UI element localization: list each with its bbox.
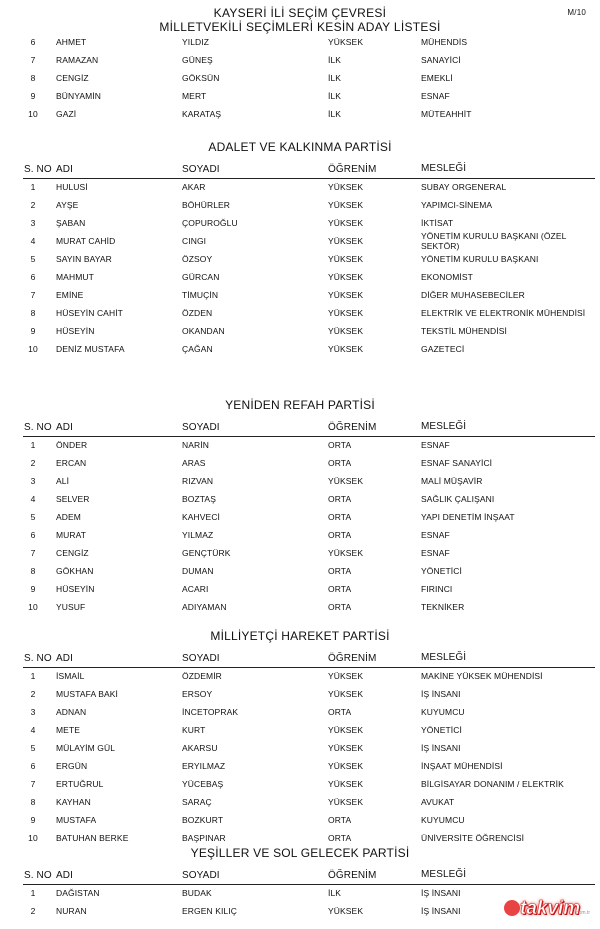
candidate-profession: ESNAF	[421, 530, 450, 540]
table-row	[0, 34, 600, 52]
row-number: 2	[30, 200, 36, 210]
candidate-name: ADNAN	[56, 707, 87, 717]
candidate-surname: MERT	[182, 91, 207, 101]
document-title-line-2: MİLLETVEKİLİ SEÇİMLERİ KESİN ADAY LİSTESİ	[159, 20, 441, 34]
candidate-profession: İŞ İNSANI	[421, 743, 461, 753]
candidate-education: ORTA	[328, 707, 352, 717]
candidate-name: HULUSİ	[56, 182, 88, 192]
row-number: 6	[30, 530, 36, 540]
candidate-education: YÜKSEK	[328, 548, 364, 558]
column-header-profession: MESLEĞİ	[421, 163, 467, 174]
row-number: 6	[30, 761, 36, 771]
candidate-name: ERCAN	[56, 458, 87, 468]
candidate-surname: ÖZSOY	[182, 254, 213, 264]
candidate-name: MURAT CAHİD	[56, 236, 116, 246]
candidate-surname: KAHVECİ	[182, 512, 221, 522]
row-number: 8	[30, 566, 36, 576]
candidate-education: YÜKSEK	[328, 308, 364, 318]
column-header-no: S. NO	[24, 422, 52, 433]
table-row	[0, 812, 600, 830]
table-row	[0, 491, 600, 509]
column-header-profession: MESLEĞİ	[421, 652, 467, 663]
column-header-name: ADI	[56, 653, 73, 664]
candidate-name: HÜSEYİN	[56, 584, 95, 594]
row-number: 4	[30, 494, 36, 504]
table-row	[0, 305, 600, 323]
table-row	[0, 599, 600, 617]
table-row	[0, 233, 600, 251]
table-row	[0, 179, 600, 197]
candidate-education: YÜKSEK	[328, 743, 364, 753]
candidate-surname: BÖHÜRLER	[182, 200, 231, 210]
row-number: 1	[30, 182, 36, 192]
candidate-profession: FIRINCI	[421, 584, 453, 594]
candidate-surname: ÇOPUROĞLU	[182, 218, 238, 228]
candidate-profession: MÜHENDİS	[421, 37, 468, 47]
candidate-surname: RIZVAN	[182, 476, 214, 486]
table-row	[0, 251, 600, 269]
table-row	[0, 455, 600, 473]
row-number: 3	[30, 707, 36, 717]
candidate-surname: KARATAŞ	[182, 109, 222, 119]
candidate-name: MÜLAYİM GÜL	[56, 743, 116, 753]
table-row	[0, 722, 600, 740]
candidate-profession: AVUKAT	[421, 797, 455, 807]
column-header-name: ADI	[56, 870, 73, 881]
candidate-profession: ESNAF	[421, 440, 450, 450]
row-number: 10	[28, 109, 38, 119]
candidate-name: ADEM	[56, 512, 81, 522]
row-number: 10	[28, 833, 38, 843]
candidate-education: YÜKSEK	[328, 725, 364, 735]
row-number: 4	[30, 236, 36, 246]
candidate-surname: OKANDAN	[182, 326, 225, 336]
candidate-profession: İŞ İNSANI	[421, 689, 461, 699]
candidate-education: ORTA	[328, 440, 352, 450]
row-number: 9	[30, 91, 36, 101]
table-row	[0, 287, 600, 305]
candidate-profession: MAKİNE YÜKSEK MÜHENDİSİ	[421, 671, 543, 681]
candidate-name: DENİZ MUSTAFA	[56, 344, 125, 354]
column-header-name: ADI	[56, 422, 73, 433]
column-header-profession: MESLEĞİ	[421, 421, 467, 432]
candidate-education: YÜKSEK	[328, 236, 364, 246]
candidate-surname: AKAR	[182, 182, 206, 192]
table-row	[0, 70, 600, 88]
candidate-surname: BOZKURT	[182, 815, 224, 825]
candidate-surname: BAŞPINAR	[182, 833, 226, 843]
table-header	[0, 868, 600, 884]
table-row	[0, 88, 600, 106]
table-row	[0, 509, 600, 527]
candidate-name: ALİ	[56, 476, 70, 486]
candidate-education: İLK	[328, 91, 342, 101]
party-title: ADALET VE KALKINMA PARTİSİ	[208, 140, 392, 154]
candidate-education: ORTA	[328, 815, 352, 825]
candidate-name: AYŞE	[56, 200, 79, 210]
row-number: 8	[30, 73, 36, 83]
row-number: 10	[28, 344, 38, 354]
candidate-surname: GÖKSÜN	[182, 73, 220, 83]
candidate-education: YÜKSEK	[328, 200, 364, 210]
candidate-education: YÜKSEK	[328, 761, 364, 771]
candidate-name: CENGİZ	[56, 548, 89, 558]
candidate-profession: MÜTEAHHİT	[421, 109, 472, 119]
candidate-education: İLK	[328, 888, 342, 898]
candidate-name: BATUHAN BERKE	[56, 833, 129, 843]
candidate-surname: ÖZDEN	[182, 308, 213, 318]
candidate-education: YÜKSEK	[328, 272, 364, 282]
candidate-education: YÜKSEK	[328, 218, 364, 228]
table-header	[0, 420, 600, 436]
candidate-surname: SARAÇ	[182, 797, 212, 807]
column-header-surname: SOYADI	[182, 422, 220, 433]
candidate-surname: ACARI	[182, 584, 209, 594]
candidate-name: MURAT	[56, 530, 87, 540]
table-row	[0, 527, 600, 545]
candidate-education: ORTA	[328, 512, 352, 522]
row-number: 6	[30, 37, 36, 47]
table-row	[0, 668, 600, 686]
row-number: 8	[30, 797, 36, 807]
column-header-name: ADI	[56, 164, 73, 175]
candidate-surname: YILDIZ	[182, 37, 210, 47]
candidate-name: NURAN	[56, 906, 87, 916]
candidate-profession: YAPIMCI-SİNEMA	[421, 200, 493, 210]
candidate-profession: YÖNETİM KURULU BAŞKANI	[421, 254, 539, 264]
table-row	[0, 106, 600, 124]
row-number: 2	[30, 689, 36, 699]
column-header-profession: MESLEĞİ	[421, 869, 467, 880]
candidate-education: ORTA	[328, 530, 352, 540]
table-row	[0, 341, 600, 359]
candidate-name: MAHMUT	[56, 272, 94, 282]
candidate-education: ORTA	[328, 602, 352, 612]
candidate-education: YÜKSEK	[328, 689, 364, 699]
candidate-education: YÜKSEK	[328, 182, 364, 192]
candidate-education: YÜKSEK	[328, 344, 364, 354]
candidate-education: ORTA	[328, 833, 352, 843]
candidate-education: YÜKSEK	[328, 290, 364, 300]
candidate-surname: ADIYAMAN	[182, 602, 227, 612]
candidate-education: ORTA	[328, 494, 352, 504]
candidate-name: BÜNYAMİN	[56, 91, 102, 101]
candidate-name: GAZİ	[56, 109, 77, 119]
candidate-profession: YÖNETİCİ	[421, 566, 462, 576]
table-header	[0, 651, 600, 667]
candidate-surname: TİMUÇİN	[182, 290, 219, 300]
candidate-profession: YÖNETİCİ	[421, 725, 462, 735]
column-header-surname: SOYADI	[182, 164, 220, 175]
candidate-profession: TEKSTİL MÜHENDİSİ	[421, 326, 507, 336]
row-number: 5	[30, 254, 36, 264]
candidate-profession: KUYUMCU	[421, 707, 465, 717]
candidate-education: YÜKSEK	[328, 779, 364, 789]
row-number: 2	[30, 458, 36, 468]
table-row	[0, 776, 600, 794]
candidate-surname: GENÇTÜRK	[182, 548, 231, 558]
candidate-surname: ÖZDEMİR	[182, 671, 222, 681]
candidate-profession: DİĞER MUHASEBECİLER	[421, 290, 525, 300]
candidate-education: İLK	[328, 55, 342, 65]
column-header-surname: SOYADI	[182, 653, 220, 664]
candidate-education: İLK	[328, 109, 342, 119]
candidate-surname: AKARSU	[182, 743, 218, 753]
candidate-name: KAYHAN	[56, 797, 91, 807]
candidate-profession: ELEKTRİK VE ELEKTRONİK MÜHENDİSİ	[421, 308, 586, 318]
candidate-profession: SAĞLIK ÇALIŞANI	[421, 494, 495, 504]
candidate-education: YÜKSEK	[328, 254, 364, 264]
row-number: 6	[30, 272, 36, 282]
candidate-education: YÜKSEK	[328, 671, 364, 681]
candidate-name: HÜSEYİN	[56, 326, 95, 336]
row-number: 1	[30, 671, 36, 681]
candidate-name: ŞABAN	[56, 218, 86, 228]
candidate-name: YUSUF	[56, 602, 86, 612]
candidate-profession: İŞ İNSANI	[421, 888, 461, 898]
page-code: M/10	[567, 8, 586, 17]
watermark-domain: com.tr	[576, 910, 590, 916]
candidate-surname: DUMAN	[182, 566, 214, 576]
candidate-education: YÜKSEK	[328, 906, 364, 916]
candidate-name: GÖKHAN	[56, 566, 94, 576]
candidate-surname: GÜRCAN	[182, 272, 220, 282]
candidate-education: YÜKSEK	[328, 797, 364, 807]
column-header-no: S. NO	[24, 870, 52, 881]
candidate-surname: ERSOY	[182, 689, 213, 699]
table-row	[0, 323, 600, 341]
table-row	[0, 794, 600, 812]
candidate-education: İLK	[328, 73, 342, 83]
candidate-surname: ERYILMAZ	[182, 761, 226, 771]
candidate-name: İSMAİL	[56, 671, 85, 681]
candidate-surname: GÜNEŞ	[182, 55, 213, 65]
row-number: 9	[30, 584, 36, 594]
column-header-no: S. NO	[24, 164, 52, 175]
candidate-education: ORTA	[328, 458, 352, 468]
row-number: 5	[30, 512, 36, 522]
takvim-watermark	[504, 896, 590, 922]
candidate-name: ERGÜN	[56, 761, 88, 771]
row-number: 7	[30, 548, 36, 558]
candidate-profession: YÖNETİM KURULU BAŞKANI (ÖZEL SEKTÖR)	[421, 231, 567, 251]
candidate-name: ÖNDER	[56, 440, 88, 450]
candidate-name: DAĞISTAN	[56, 888, 100, 898]
row-number: 7	[30, 779, 36, 789]
candidate-surname: CINGI	[182, 236, 207, 246]
party-title: YENİDEN REFAH PARTİSİ	[225, 398, 375, 412]
candidate-profession: SANAYİCİ	[421, 55, 461, 65]
candidate-surname: ARAS	[182, 458, 206, 468]
table-row	[0, 740, 600, 758]
row-number: 7	[30, 290, 36, 300]
table-row	[0, 704, 600, 722]
candidate-profession: İŞ İNSANI	[421, 906, 461, 916]
candidate-name: SAYIN BAYAR	[56, 254, 112, 264]
candidate-name: EMİNE	[56, 290, 84, 300]
party-title: MİLLİYETÇİ HAREKET PARTİSİ	[210, 629, 390, 643]
table-row	[0, 269, 600, 287]
party-title: YEŞİLLER VE SOL GELECEK PARTİSİ	[190, 846, 410, 860]
candidate-education: ORTA	[328, 566, 352, 576]
candidate-name: RAMAZAN	[56, 55, 99, 65]
candidate-profession: TEKNİKER	[421, 602, 465, 612]
candidate-profession: EKONOMİST	[421, 272, 473, 282]
column-header-education: ÖĞRENİM	[328, 422, 377, 433]
takvim-logo-icon	[504, 900, 520, 916]
candidate-surname: YILMAZ	[182, 530, 214, 540]
candidate-profession: İKTİSAT	[421, 218, 454, 228]
row-number: 8	[30, 308, 36, 318]
candidate-surname: İNCETOPRAK	[182, 707, 239, 717]
candidate-surname: NARİN	[182, 440, 209, 450]
candidate-profession: BİLGİSAYAR DONANIM / ELEKTRİK	[421, 779, 564, 789]
row-number: 5	[30, 743, 36, 753]
row-number: 2	[30, 906, 36, 916]
column-header-education: ÖĞRENİM	[328, 164, 377, 175]
table-row	[0, 581, 600, 599]
table-row	[0, 473, 600, 491]
candidate-profession: ESNAF SANAYİCİ	[421, 458, 493, 468]
row-number: 3	[30, 476, 36, 486]
candidate-surname: ÇAĞAN	[182, 344, 213, 354]
row-number: 9	[30, 815, 36, 825]
table-row	[0, 545, 600, 563]
column-header-education: ÖĞRENİM	[328, 653, 377, 664]
candidate-surname: BOZTAŞ	[182, 494, 216, 504]
candidate-education: ORTA	[328, 584, 352, 594]
column-header-no: S. NO	[24, 653, 52, 664]
candidate-surname: BUDAK	[182, 888, 212, 898]
table-row	[0, 686, 600, 704]
table-row	[0, 758, 600, 776]
column-header-education: ÖĞRENİM	[328, 870, 377, 881]
candidate-education: YÜKSEK	[328, 37, 364, 47]
candidate-profession: SUBAY ORGENERAL	[421, 182, 507, 192]
row-number: 10	[28, 602, 38, 612]
row-number: 1	[30, 888, 36, 898]
row-number: 3	[30, 218, 36, 228]
candidate-profession: EMEKLİ	[421, 73, 453, 83]
candidate-profession: KUYUMCU	[421, 815, 465, 825]
candidate-name: METE	[56, 725, 81, 735]
table-row	[0, 563, 600, 581]
table-row	[0, 52, 600, 70]
candidate-surname: KURT	[182, 725, 206, 735]
candidate-profession: ESNAF	[421, 548, 450, 558]
candidate-name: SELVER	[56, 494, 90, 504]
candidate-profession: ESNAF	[421, 91, 450, 101]
table-header	[0, 162, 600, 178]
candidate-surname: ERGEN KILIÇ	[182, 906, 237, 916]
candidate-profession: GAZETECİ	[421, 344, 465, 354]
column-header-surname: SOYADI	[182, 870, 220, 881]
candidate-name: ERTUĞRUL	[56, 779, 104, 789]
table-row	[0, 197, 600, 215]
candidate-education: YÜKSEK	[328, 476, 364, 486]
candidate-name: CENGİZ	[56, 73, 89, 83]
candidate-name: HÜSEYİN CAHİT	[56, 308, 123, 318]
candidate-name: AHMET	[56, 37, 87, 47]
candidate-profession: İNŞAAT MÜHENDİSİ	[421, 761, 503, 771]
candidate-profession: YAPI DENETİM İNŞAAT	[421, 512, 515, 522]
row-number: 4	[30, 725, 36, 735]
candidate-education: YÜKSEK	[328, 326, 364, 336]
candidate-profession: MALİ MÜŞAVİR	[421, 476, 483, 486]
table-row	[0, 437, 600, 455]
row-number: 1	[30, 440, 36, 450]
document-title-line-1: KAYSERİ İLİ SEÇİM ÇEVRESİ	[213, 6, 387, 20]
row-number: 7	[30, 55, 36, 65]
candidate-name: MUSTAFA	[56, 815, 97, 825]
candidate-profession: ÜNİVERSİTE ÖĞRENCİSİ	[421, 833, 525, 843]
row-number: 9	[30, 326, 36, 336]
candidate-name: MUSTAFA BAKİ	[56, 689, 118, 699]
watermark-brand: takvim	[520, 898, 581, 919]
candidate-surname: YÜCEBAŞ	[182, 779, 224, 789]
